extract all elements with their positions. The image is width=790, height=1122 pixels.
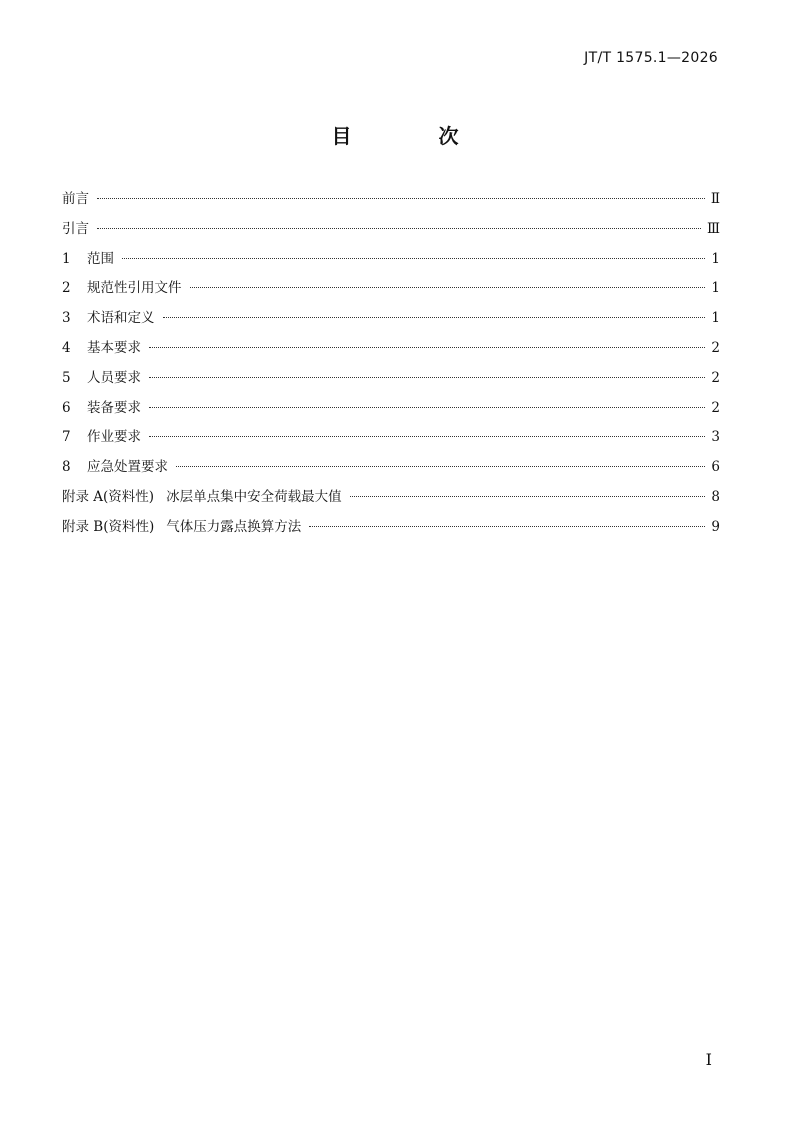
dot-leader — [309, 526, 705, 527]
page-number: I — [705, 1050, 712, 1069]
toc-page-number: 1 — [711, 280, 720, 297]
toc-entry[interactable] — [62, 335, 720, 365]
toc-label: 装备要求 — [87, 399, 141, 416]
toc-label: 应急处置要求 — [87, 459, 168, 476]
toc-clause-number: 8 — [62, 459, 71, 476]
toc-page-number: 3 — [711, 429, 720, 446]
toc-label: 引言 — [62, 220, 89, 237]
toc-page-number: 8 — [711, 488, 720, 505]
toc-annex-number: 附录 B(资料性) — [62, 518, 155, 535]
dot-leader — [122, 258, 705, 259]
toc-clause-number: 4 — [62, 339, 71, 356]
toc-label: 气体压力露点换算方法 — [166, 518, 302, 535]
toc-entry[interactable] — [62, 514, 720, 544]
toc-clause-number: 7 — [62, 429, 71, 446]
dot-leader — [149, 407, 705, 408]
toc-label: 前言 — [62, 191, 89, 207]
toc-label: 术语和定义 — [87, 310, 155, 327]
toc-page-number: 2 — [711, 369, 720, 386]
dot-leader — [149, 347, 705, 348]
toc-entry[interactable] — [62, 216, 720, 246]
toc-entry[interactable] — [62, 275, 720, 305]
toc-entry[interactable] — [62, 186, 720, 216]
dot-leader — [350, 496, 706, 497]
standard-number: JT/T 1575.1—2026 — [584, 50, 718, 66]
toc-label: 冰层单点集中安全荷载最大值 — [166, 488, 342, 505]
toc-page-number: 2 — [711, 339, 720, 356]
dot-leader — [176, 466, 705, 467]
toc-page-number: 1 — [711, 310, 720, 327]
toc-page-number: 6 — [711, 459, 720, 476]
toc-annex-number: 附录 A(资料性) — [62, 488, 155, 505]
toc-entry[interactable] — [62, 305, 720, 335]
dot-leader — [149, 377, 705, 378]
dot-leader — [97, 228, 701, 229]
toc-label: 规范性引用文件 — [87, 280, 182, 297]
toc-label: 人员要求 — [87, 369, 141, 386]
toc-page-number: 9 — [711, 518, 720, 535]
toc-clause-number: 3 — [62, 310, 71, 327]
toc-page-number: 1 — [711, 250, 720, 267]
toc-label: 作业要求 — [87, 429, 141, 446]
toc-entry[interactable] — [62, 395, 720, 425]
toc-label: 基本要求 — [87, 339, 141, 356]
toc-entry[interactable] — [62, 246, 720, 276]
toc-page-number: Ⅱ — [710, 191, 720, 207]
toc-clause-number: 1 — [62, 250, 71, 267]
dot-leader — [190, 287, 706, 288]
toc-page-number: 2 — [711, 399, 720, 416]
toc-entry[interactable] — [62, 424, 720, 454]
toc-entry[interactable] — [62, 454, 720, 484]
toc-clause-number: 2 — [62, 280, 71, 297]
dot-leader — [163, 317, 706, 318]
toc-entry[interactable] — [62, 365, 720, 395]
dot-leader — [149, 436, 705, 437]
toc-clause-number: 6 — [62, 399, 71, 416]
dot-leader — [97, 198, 705, 199]
toc-label: 范围 — [87, 250, 114, 267]
table-of-contents — [62, 186, 720, 544]
toc-clause-number: 5 — [62, 369, 71, 386]
toc-entry[interactable] — [62, 484, 720, 514]
toc-page-number: Ⅲ — [706, 220, 720, 237]
page-title: 目 次 — [331, 124, 499, 148]
